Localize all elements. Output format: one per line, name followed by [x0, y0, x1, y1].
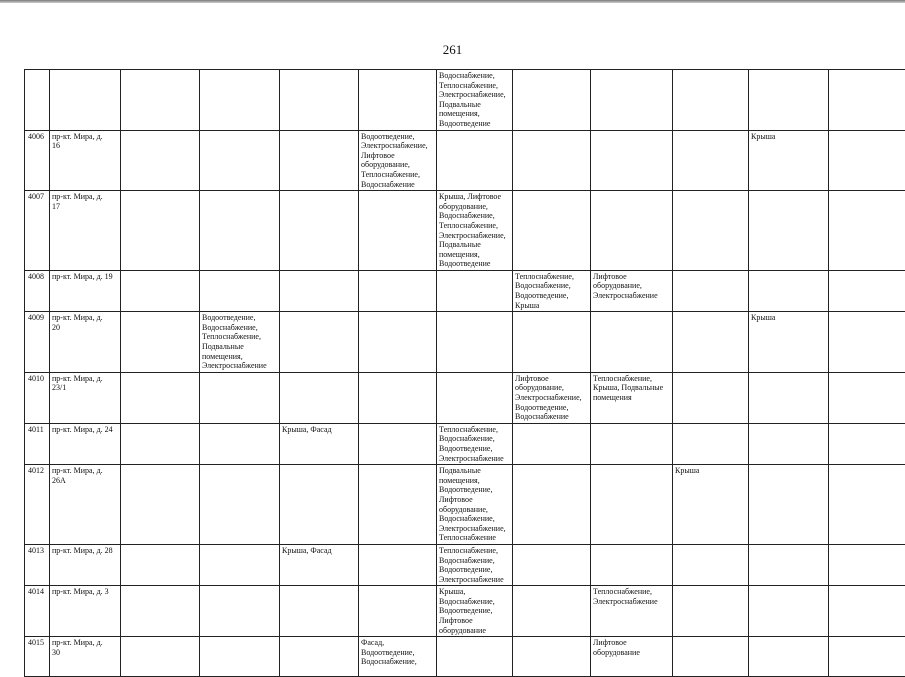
work-cell [359, 372, 437, 423]
table-row [25, 270, 905, 311]
work-cell [359, 70, 437, 131]
work-cell [200, 637, 280, 677]
work-cell [673, 637, 749, 677]
work-cell [200, 465, 280, 545]
work-cell [121, 586, 200, 637]
work-cell [749, 191, 829, 271]
work-cell [513, 130, 591, 191]
work-cell [829, 586, 905, 637]
row-number: 4015 [25, 637, 50, 677]
work-cell [591, 191, 673, 271]
work-cell [200, 191, 280, 271]
work-cell [200, 423, 280, 464]
work-cell [829, 70, 905, 131]
row-number: 4013 [25, 544, 50, 585]
table-row [25, 70, 905, 131]
work-cell: Лифтовое оборудование [591, 637, 673, 677]
work-cell [437, 637, 513, 677]
work-cell: Водоотведение, Водоснабжение, Теплоснабжение, Подвальные помещения, Электроснабжение [200, 312, 280, 373]
work-cell [437, 130, 513, 191]
work-cell [673, 270, 749, 311]
work-cell: Теплоснабжение, Электроснабжение [591, 586, 673, 637]
work-cell [513, 465, 591, 545]
table-row [25, 191, 905, 271]
work-cell [359, 423, 437, 464]
work-cell [513, 423, 591, 464]
work-cell [749, 544, 829, 585]
address-cell: пр-кт. Мира, д. 24 [50, 423, 121, 464]
work-cell [513, 637, 591, 677]
work-cell [749, 372, 829, 423]
work-cell [829, 465, 905, 545]
work-cell [673, 423, 749, 464]
work-cell [200, 70, 280, 131]
address-cell: пр-кт. Мира, д. 28 [50, 544, 121, 585]
work-cell: Фасад, Водоотведение, Водоснабжение, [359, 637, 437, 677]
work-cell [200, 586, 280, 637]
work-cell [591, 544, 673, 585]
table-row [25, 544, 905, 585]
work-cell: Лифтовое оборудование, Электроснабжение, Водоотведение, Водоснабжение [513, 372, 591, 423]
work-cell [829, 544, 905, 585]
row-number: 4009 [25, 312, 50, 373]
work-cell [121, 637, 200, 677]
work-cell: Крыша, Фасад [280, 544, 359, 585]
work-cell [829, 372, 905, 423]
housing-works-table [24, 69, 905, 677]
work-cell [121, 423, 200, 464]
work-cell [673, 70, 749, 131]
table-row [25, 423, 905, 464]
work-cell [673, 544, 749, 585]
work-cell [591, 130, 673, 191]
row-number: 4010 [25, 372, 50, 423]
table-row [25, 465, 905, 545]
work-cell: Подвальные помещения, Водоотведение, Лифтовое оборудование, Водоснабжение, Электроснабжение, Теплоснабжение [437, 465, 513, 545]
address-cell: пр-кт. Мира, д. 16 [50, 130, 121, 191]
work-cell [121, 191, 200, 271]
work-cell [200, 544, 280, 585]
work-cell [359, 544, 437, 585]
work-cell [829, 423, 905, 464]
work-cell: Водоснабжение, Теплоснабжение, Электроснабжение, Подвальные помещения, Водоотведение [437, 70, 513, 131]
work-cell [829, 637, 905, 677]
work-cell [280, 270, 359, 311]
work-cell [673, 372, 749, 423]
page-number: 261 [0, 42, 905, 58]
table-row [25, 130, 905, 191]
work-cell [673, 586, 749, 637]
table-row [25, 586, 905, 637]
work-cell [437, 270, 513, 311]
address-cell: пр-кт. Мира, д. 26А [50, 465, 121, 545]
address-cell: пр-кт. Мира, д. 19 [50, 270, 121, 311]
work-cell [437, 372, 513, 423]
address-cell: пр-кт. Мира, д. 30 [50, 637, 121, 677]
work-cell [591, 70, 673, 131]
work-cell [280, 465, 359, 545]
work-cell [673, 130, 749, 191]
work-cell [280, 130, 359, 191]
address-cell: пр-кт. Мира, д. 23/1 [50, 372, 121, 423]
work-cell: Теплоснабжение, Водоснабжение, Водоотведение, Электроснабжение [437, 544, 513, 585]
work-cell [829, 312, 905, 373]
address-cell: пр-кт. Мира, д. 20 [50, 312, 121, 373]
work-cell [200, 372, 280, 423]
work-cell: Теплоснабжение, Крыша, Подвальные помещения [591, 372, 673, 423]
work-cell [513, 586, 591, 637]
work-cell [280, 70, 359, 131]
work-cell [121, 372, 200, 423]
work-cell [121, 70, 200, 131]
row-number: 4008 [25, 270, 50, 311]
work-cell [121, 130, 200, 191]
work-cell [280, 586, 359, 637]
work-cell [280, 191, 359, 271]
address-cell: пр-кт. Мира, д. 17 [50, 191, 121, 271]
work-cell [280, 372, 359, 423]
work-cell [591, 423, 673, 464]
work-cell: Крыша, Водоснабжение, Водоотведение, Лифтовое оборудование [437, 586, 513, 637]
work-cell [513, 191, 591, 271]
row-number: 4014 [25, 586, 50, 637]
work-cell: Крыша [749, 312, 829, 373]
work-cell [673, 191, 749, 271]
work-cell [121, 312, 200, 373]
table-row [25, 372, 905, 423]
row-number: 4007 [25, 191, 50, 271]
work-cell [829, 130, 905, 191]
work-cell [749, 465, 829, 545]
work-cell [359, 586, 437, 637]
work-cell [121, 465, 200, 545]
work-cell [749, 423, 829, 464]
work-cell [749, 586, 829, 637]
work-cell [359, 191, 437, 271]
work-cell: Теплоснабжение, Водоснабжение, Водоотведение, Электроснабжение [437, 423, 513, 464]
row-number [25, 70, 50, 131]
work-cell [513, 312, 591, 373]
row-number: 4006 [25, 130, 50, 191]
work-cell [829, 191, 905, 271]
work-cell [749, 70, 829, 131]
work-cell: Лифтовое оборудование, Электроснабжение [591, 270, 673, 311]
work-cell [359, 465, 437, 545]
table-row [25, 312, 905, 373]
work-cell: Крыша [749, 130, 829, 191]
work-cell: Теплоснабжение, Водоснабжение, Водоотведение, Крыша [513, 270, 591, 311]
work-cell [437, 312, 513, 373]
work-cell [749, 637, 829, 677]
work-cell [829, 270, 905, 311]
row-number: 4011 [25, 423, 50, 464]
work-cell [591, 465, 673, 545]
row-number: 4012 [25, 465, 50, 545]
work-cell [359, 312, 437, 373]
table-row [25, 637, 905, 677]
work-cell [200, 130, 280, 191]
work-cell: Крыша, Лифтовое оборудование, Водоснабжение, Теплоснабжение, Электроснабжение, Подвальные помещения, Водоотведение [437, 191, 513, 271]
work-cell [121, 270, 200, 311]
work-cell [359, 270, 437, 311]
address-cell: пр-кт. Мира, д. 3 [50, 586, 121, 637]
work-cell [673, 312, 749, 373]
work-cell [591, 312, 673, 373]
work-cell: Крыша [673, 465, 749, 545]
work-cell [749, 270, 829, 311]
work-cell [280, 312, 359, 373]
work-cell [280, 637, 359, 677]
top-edge-line [0, 0, 905, 3]
work-cell [513, 544, 591, 585]
work-cell: Водоотведение, Электроснабжение, Лифтовое оборудование, Теплоснабжение, Водоснабжение [359, 130, 437, 191]
work-cell [513, 70, 591, 131]
work-cell: Крыша, Фасад [280, 423, 359, 464]
work-cell [121, 544, 200, 585]
address-cell [50, 70, 121, 131]
work-cell [200, 270, 280, 311]
